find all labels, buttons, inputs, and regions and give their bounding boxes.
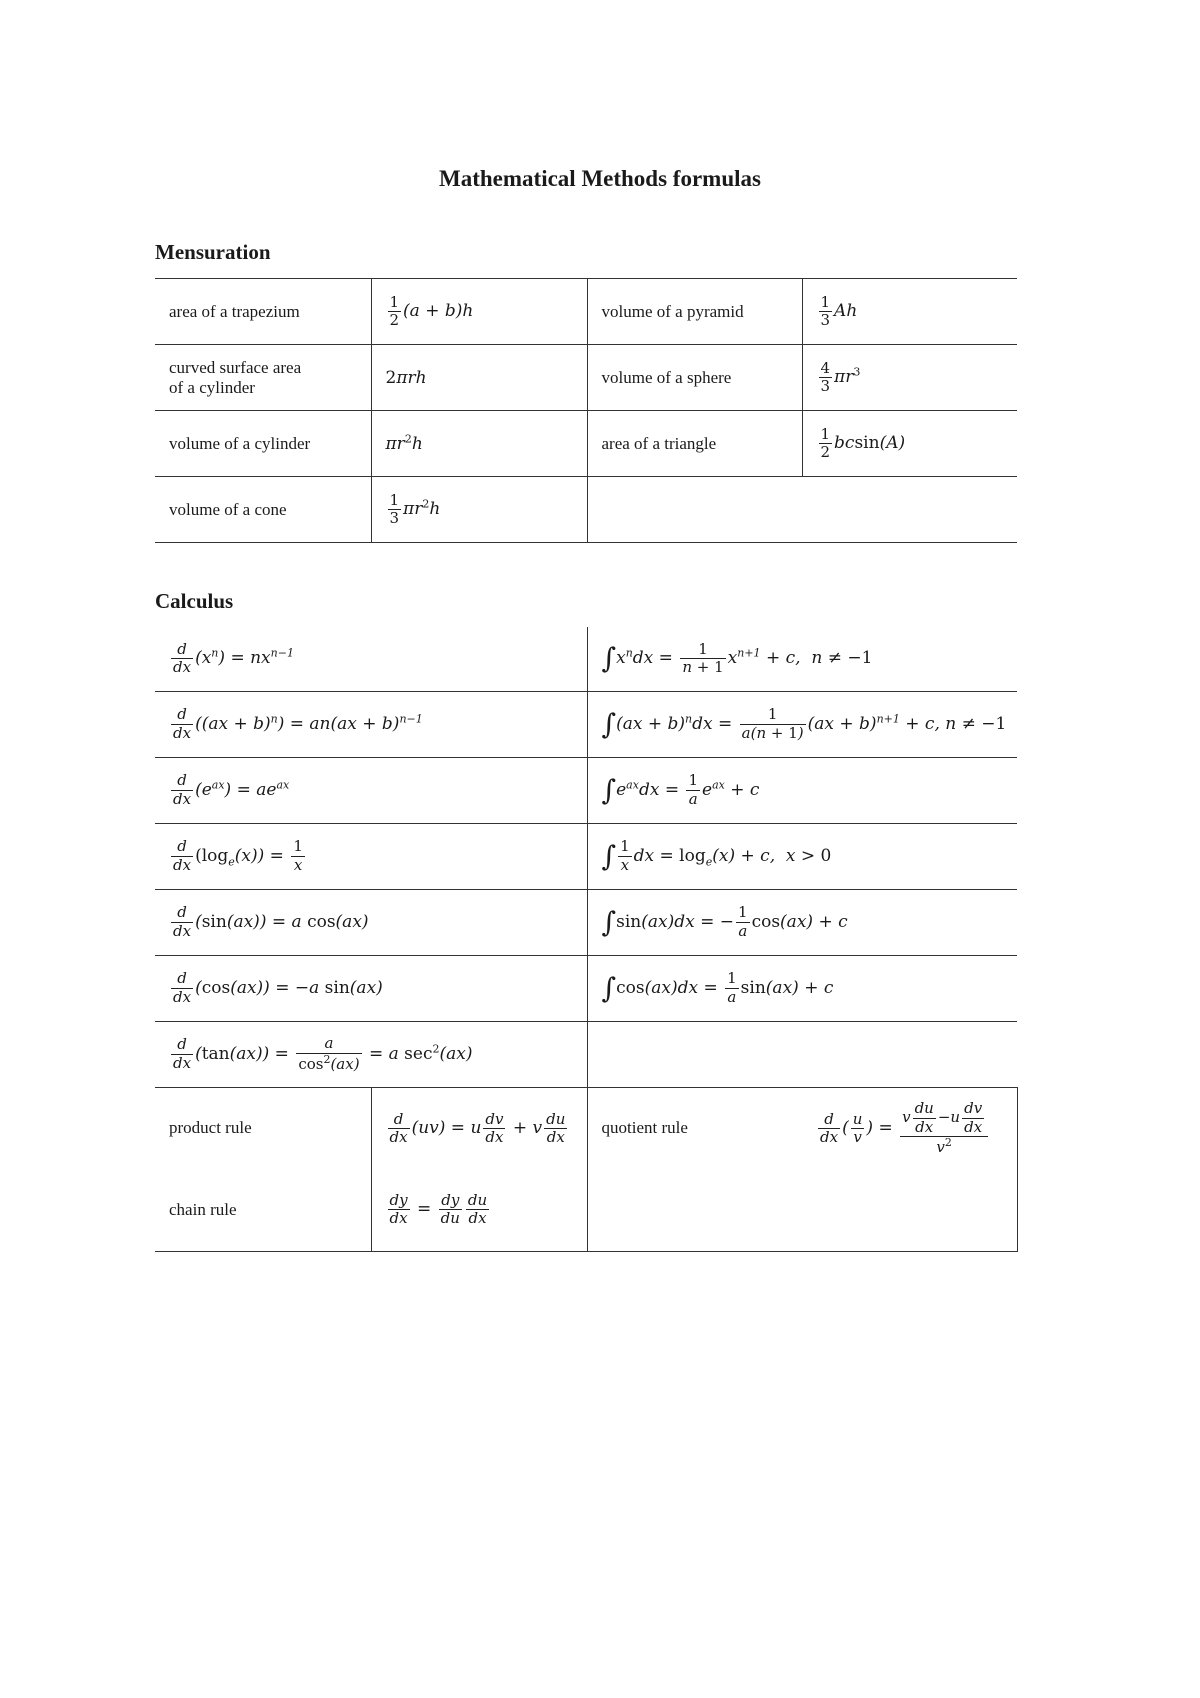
table-row	[155, 691, 1017, 757]
mensuration-heading: Mensuration	[155, 240, 271, 264]
table-row	[155, 1087, 1017, 1169]
derivative-tan: $\frac{d}{dx}$ (tan(ax)) = $\frac{a}{\cos^2(ax)}$ = a $\sec^2(ax)$	[155, 1021, 587, 1087]
triangle-label: area of a triangle	[587, 411, 802, 477]
chain-rule-formula: $\frac{dy}{dx}$ = $\frac{dy}{du}$ $\frac{du}{dx}$	[371, 1169, 587, 1251]
table-row	[155, 477, 1017, 543]
integral-sin: ∫sin(ax)dx = − $\frac{1}{a}$ cos(ax) + c	[587, 889, 1017, 955]
page-title: Mathematical Methods formulas	[439, 166, 761, 191]
empty-cell	[587, 477, 1017, 543]
derivative-exponential: $\frac{d}{dx}$ $(e^{ax}) = ae^{ax}$	[155, 757, 587, 823]
product-rule-label: product rule	[155, 1087, 371, 1169]
empty-cell	[587, 1021, 1017, 1087]
table-row	[155, 889, 1017, 955]
cylinder-surface-formula: 2πrh	[371, 345, 587, 411]
table-row	[155, 757, 1017, 823]
derivative-power: $\frac{d}{dx}$ $(x^n) = nx^{n-1}$	[155, 627, 587, 691]
cylinder-volume-formula: $\pi r^2h$	[371, 411, 587, 477]
table-row	[155, 1021, 1017, 1087]
cone-formula: $\frac{1}{3}$ $\pi r^2h$	[371, 477, 587, 543]
table-row	[155, 411, 1017, 477]
integral-power: $\int x^ndx$ = $\frac{1}{n + 1}$ $x^{n+1} + c$, n ≠ −1	[587, 627, 1017, 691]
mensuration-table	[155, 278, 1017, 543]
table-row	[155, 955, 1017, 1021]
derivative-log: $\frac{d}{dx}$ $(\log_e(x))$ = $\frac{1}{x}$	[155, 823, 587, 889]
empty-cell	[587, 1169, 1017, 1251]
calculus-heading: Calculus	[155, 589, 234, 613]
triangle-formula: $\frac{1}{2}$ bcsin(A)	[802, 411, 1017, 477]
sphere-formula: $\frac{4}{3}$ $\pi r^3$	[802, 345, 1017, 411]
calculus-table	[155, 627, 1018, 1252]
table-row	[155, 1169, 1017, 1251]
integral-reciprocal: ∫ $\frac{1}{x}$ dx = $\log_e(x) + c$, x > 0	[587, 823, 1017, 889]
integral-exponential: $\int e^{ax}dx$ = $\frac{1}{a}$ $e^{ax} + c$	[587, 757, 1017, 823]
product-rule-formula: $\frac{d}{dx}$ (uv) = u $\frac{dv}{dx}$ + v $\frac{du}{dx}$	[371, 1087, 587, 1169]
derivative-cos: $\frac{d}{dx}$ (cos(ax)) = −a sin(ax)	[155, 955, 587, 1021]
quotient-rule-formula: $\frac{d}{dx}$ ( $\frac{u}{v}$ ) = v $\frac{du}{dx}$ −u $\frac{dv}{dx}$ $v^2$	[802, 1087, 1017, 1169]
integral-cos: ∫cos(ax)dx = $\frac{1}{a}$ sin(ax) + c	[587, 955, 1017, 1021]
trapezium-label: area of a trapezium	[155, 279, 371, 345]
table-row	[155, 627, 1017, 691]
quotient-rule-label: quotient rule	[587, 1087, 802, 1169]
chain-rule-label: chain rule	[155, 1169, 371, 1251]
table-row	[155, 823, 1017, 889]
table-row	[155, 345, 1017, 411]
integral-linear-power: ∫(ax + b)$^n$dx = $\frac{1}{a(n + 1)}$ (ax + b)$^{n+1}$ + c, n ≠ −1	[587, 691, 1017, 757]
cylinder-surface-label: curved surface area of a cylinder	[155, 345, 371, 411]
pyramid-formula: $\frac{1}{3}$ Ah	[802, 279, 1017, 345]
trapezium-formula: $\frac{1}{2}$ (a + b)h	[371, 279, 587, 345]
pyramid-label: volume of a pyramid	[587, 279, 802, 345]
sphere-label: volume of a sphere	[587, 345, 802, 411]
cone-label: volume of a cone	[155, 477, 371, 543]
table-row	[155, 279, 1017, 345]
derivative-sin: $\frac{d}{dx}$ (sin(ax)) = a cos(ax)	[155, 889, 587, 955]
cylinder-volume-label: volume of a cylinder	[155, 411, 371, 477]
derivative-linear-power: $\frac{d}{dx}$ ((ax + b)$^n$) = an(ax + b)$^{n-1}$	[155, 691, 587, 757]
